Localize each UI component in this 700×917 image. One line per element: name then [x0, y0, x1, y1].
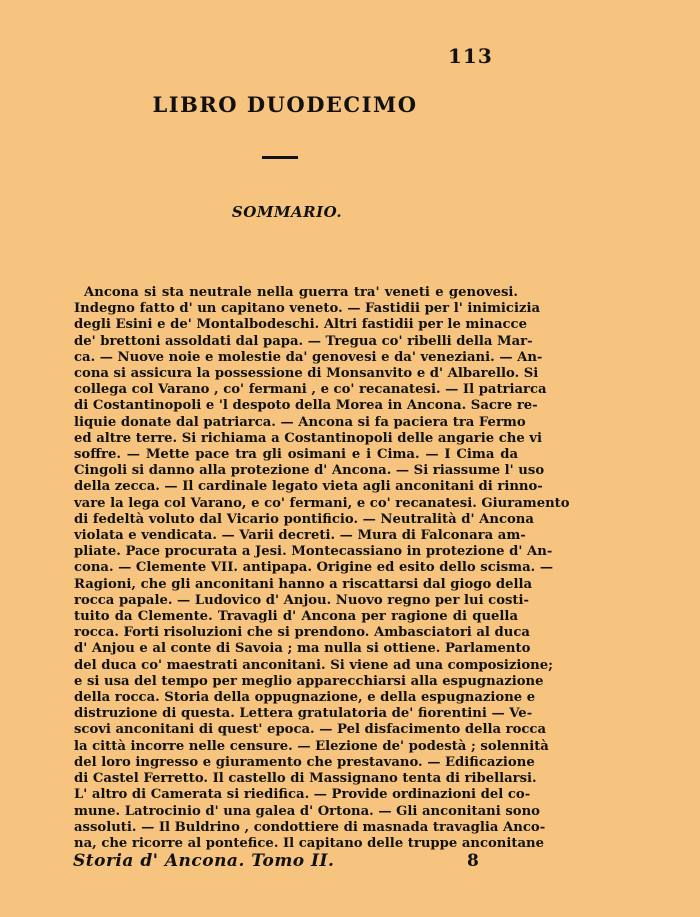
summary-line: mune. Latrocinio d' una galea d' Ortona. — Gli anconitani sono [74, 803, 540, 819]
summary-line: della rocca. Storia della oppugnazione, e della espugnazione e [74, 690, 536, 706]
summary-line: scovi anconitani di quest' epoca. — Pel disfacimento della rocca [74, 722, 546, 738]
summary-line: di Costantinopoli e 'l despoto della Morea in Ancona. Sacre re- [74, 398, 538, 414]
summary-line: violata e vendicata. — Varii decreti. — Mura di Falconara am- [74, 528, 526, 544]
summary-heading: SOMMARIO. [231, 203, 343, 221]
summary-line: L' altro di Camerata si riedifica. — Provide ordinazioni del co- [74, 787, 531, 803]
summary-line: del duca co' maestrati anconitani. Si viene ad una composizione; [74, 657, 553, 673]
summary-line: cona. — Clemente VII. antipapa. Origine ed esito dello scisma. — [74, 560, 554, 576]
summary-line: vare la lega col Varano, e co' fermani, e co' recanatesi. Giuramento [74, 495, 570, 511]
summary-line: d' Anjou e al conte di Savoia ; ma nulla si ottiene. Parlamento [74, 641, 531, 657]
summary-line: Indegno fatto d' un capitano veneto. — Fastidii per l' inimicizia [74, 301, 541, 317]
summary-line: di Castel Ferretto. Il castello di Massignano tenta di ribellarsi. [74, 771, 537, 787]
summary-line: Cingoli si danno alla protezione d' Ancona. — Si riassume l' uso [74, 463, 545, 479]
chapter-title: LIBRO DUODECIMO [152, 92, 418, 117]
summary-line: e si usa del tempo per meglio apparecchiarsi alla espugnazione [74, 673, 544, 689]
summary-line: ed altre terre. Si richiama a Costantinopoli delle angarie che vi [74, 430, 542, 446]
summary-line: tuito da Clemente. Travagli d' Ancona per ragione di quella [74, 609, 518, 625]
footer-title: Storia d' Ancona. Tomo II. [73, 851, 335, 871]
title-rule [262, 156, 298, 159]
summary-line: distruzione di questa. Lettera gratulatoria de' fiorentini — Ve- [74, 706, 533, 722]
summary-line: del loro ingresso e giuramento che prestavano. — Edificazione [74, 754, 535, 770]
summary-line: rocca papale. — Ludovico d' Anjou. Nuovo regno per lui costi- [74, 592, 530, 608]
summary-line: de' brettoni assoldati dal papa. — Tregua co' ribelli della Mar- [74, 333, 533, 349]
summary-line: na, che ricorre al pontefice. Il capitano delle truppe anconitane [74, 835, 545, 851]
summary-line: liquie donate dal patriarca. — Ancona si fa paciera tra Fermo [74, 414, 526, 430]
page-number: 113 [448, 44, 493, 68]
summary-line: assoluti. — Il Buldrino , condottiere di masnada travaglia Anco- [74, 819, 546, 835]
summary-line: Ancona si sta neutrale nella guerra tra' veneti e genovesi. [84, 285, 518, 300]
summary-line: la città incorre nelle censure. — Elezione de' podestà ; solennità [74, 738, 549, 754]
summary-line: della zecca. — Il cardinale legato vieta agli anconitani di rinno- [74, 479, 543, 495]
summary-line: degli Esini e de' Montalbodeschi. Altri fastidii per le minacce [74, 317, 527, 333]
summary-body [74, 285, 570, 852]
summary-line: pliate. Pace procurata a Jesi. Montecassiano in protezione d' An- [74, 544, 553, 560]
summary-line: rocca. Forti risoluzioni che si prendono. Ambasciatori al duca [74, 625, 530, 641]
signature-mark: 8 [467, 851, 479, 871]
summary-line: Ragioni, che gli anconitani hanno a riscattarsi dal giogo della [74, 576, 533, 592]
summary-line: soffre. — Mette pace tra gli osimani e i Cima. — I Cima da [74, 447, 518, 463]
summary-line: cona si assicura la possessione di Monsanvito e d' Albarello. Si [74, 366, 539, 382]
summary-line: collega col Varano , co' fermani , e co' recanatesi. — Il patriarca [74, 382, 547, 398]
summary-line: di fedeltà voluto dal Vicario pontificio. — Neutralità d' Ancona [74, 511, 534, 527]
summary-line: ca. — Nuove noie e molestie da' genovesi e da' veneziani. — An- [74, 349, 543, 365]
